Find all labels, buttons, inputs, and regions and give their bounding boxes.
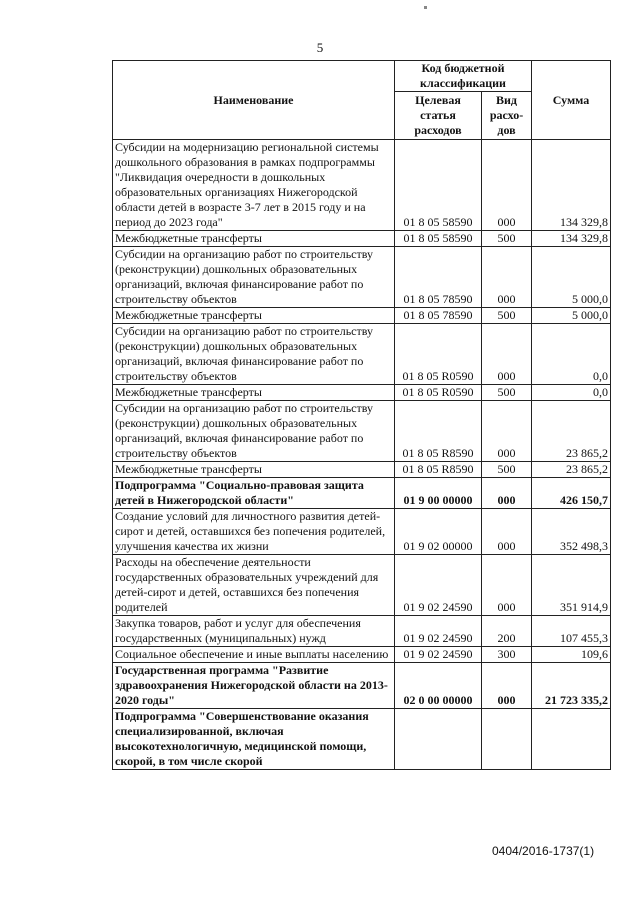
table-row: [113, 616, 611, 647]
row-sum: 107 455,3: [532, 616, 611, 647]
row-sum: 352 498,3: [532, 509, 611, 555]
row-target-code: 01 8 05 R0590: [395, 385, 482, 401]
row-sum: [532, 709, 611, 770]
table-row: [113, 385, 611, 401]
table-body: [113, 140, 611, 770]
table-row: [113, 663, 611, 709]
table-row: [113, 308, 611, 324]
row-expense-type: 000: [482, 401, 532, 462]
row-target-code: 02 0 00 00000: [395, 663, 482, 709]
row-expense-type: 000: [482, 478, 532, 509]
table-row: [113, 478, 611, 509]
row-name: Межбюджетные трансферты: [113, 308, 395, 324]
row-target-code: 01 9 02 24590: [395, 647, 482, 663]
table-row: [113, 555, 611, 616]
table-row: [113, 401, 611, 462]
row-expense-type: 500: [482, 308, 532, 324]
row-name: Межбюджетные трансферты: [113, 462, 395, 478]
row-expense-type: 000: [482, 247, 532, 308]
row-sum: 23 865,2: [532, 401, 611, 462]
row-target-code: 01 8 05 78590: [395, 247, 482, 308]
row-name: Субсидии на организацию работ по строительству (реконструкции) дошкольных образовательных организаций, включая финансирование работ по строительству объектов: [113, 247, 395, 308]
row-name: Государственная программа "Развитие здравоохранения Нижегородской области на 2013-2020 годы": [113, 663, 395, 709]
header-sum: Сумма: [532, 61, 611, 140]
table-row: [113, 247, 611, 308]
table-row: [113, 709, 611, 770]
row-name: Субсидии на организацию работ по строительству (реконструкции) дошкольных образовательных организаций, включая финансирование работ по строительству объектов: [113, 324, 395, 385]
row-expense-type: 500: [482, 462, 532, 478]
row-target-code: 01 9 02 00000: [395, 509, 482, 555]
row-target-code: [395, 709, 482, 770]
row-name: Подпрограмма "Социально-правовая защита детей в Нижегородской области": [113, 478, 395, 509]
row-sum: 426 150,7: [532, 478, 611, 509]
row-expense-type: 000: [482, 140, 532, 231]
row-expense-type: 000: [482, 324, 532, 385]
row-name: Закупка товаров, работ и услуг для обеспечения государственных (муниципальных) нужд: [113, 616, 395, 647]
row-sum: 134 329,8: [532, 231, 611, 247]
row-sum: 5 000,0: [532, 247, 611, 308]
table-row: [113, 140, 611, 231]
row-expense-type: 200: [482, 616, 532, 647]
row-sum: 0,0: [532, 324, 611, 385]
row-name: Межбюджетные трансферты: [113, 385, 395, 401]
page-number: 5: [316, 40, 324, 55]
row-target-code: 01 9 02 24590: [395, 616, 482, 647]
table-row: [113, 462, 611, 478]
row-name: Субсидии на организацию работ по строительству (реконструкции) дошкольных образовательных организаций, включая финансирование работ по строительству объектов: [113, 401, 395, 462]
row-sum: 109,6: [532, 647, 611, 663]
row-target-code: 01 8 05 78590: [395, 308, 482, 324]
row-expense-type: [482, 709, 532, 770]
row-name: Межбюджетные трансферты: [113, 231, 395, 247]
row-name: Подпрограмма "Совершенствование оказания специализированной, включая высокотехнологичную, медицинской помощи, скорой, в том числе скорой: [113, 709, 395, 770]
budget-table: [112, 60, 611, 770]
row-expense-type: 500: [482, 231, 532, 247]
table-row: [113, 231, 611, 247]
row-sum: 134 329,8: [532, 140, 611, 231]
header-budget-code: Код бюджетной классификации: [395, 61, 532, 92]
row-sum: 21 723 335,2: [532, 663, 611, 709]
row-sum: 0,0: [532, 385, 611, 401]
row-target-code: 01 9 02 24590: [395, 555, 482, 616]
row-name: Субсидии на модернизацию региональной системы дошкольного образования в рамках подпрограммы "Ликвидация очередности в дошкольных образовательных организациях Нижегородской области детей в возрасте 3-7 лет в 2015 году и на период до 2023 года": [113, 140, 395, 231]
row-sum: 5 000,0: [532, 308, 611, 324]
header-target: Целевая статья расходов: [395, 92, 482, 140]
row-name: Социальное обеспечение и иные выплаты населению: [113, 647, 395, 663]
scan-mark: [424, 6, 427, 9]
row-expense-type: 300: [482, 647, 532, 663]
document-code: 0404/2016-1737(1): [492, 844, 595, 858]
row-expense-type: 500: [482, 385, 532, 401]
row-sum: 23 865,2: [532, 462, 611, 478]
row-expense-type: 000: [482, 555, 532, 616]
table-row: [113, 324, 611, 385]
row-expense-type: 000: [482, 663, 532, 709]
row-sum: 351 914,9: [532, 555, 611, 616]
row-target-code: 01 8 05 58590: [395, 231, 482, 247]
table-row: [113, 647, 611, 663]
row-target-code: 01 8 05 R0590: [395, 324, 482, 385]
table-row: [113, 509, 611, 555]
header-name: Наименование: [113, 61, 395, 140]
row-target-code: 01 8 05 R8590: [395, 401, 482, 462]
row-target-code: 01 8 05 R8590: [395, 462, 482, 478]
row-target-code: 01 8 05 58590: [395, 140, 482, 231]
row-target-code: 01 9 00 00000: [395, 478, 482, 509]
row-expense-type: 000: [482, 509, 532, 555]
row-name: Создание условий для личностного развития детей-сирот и детей, оставшихся без попечения родителей, улучшения качества их жизни: [113, 509, 395, 555]
header-expense-type: Вид расхо-дов: [482, 92, 532, 140]
row-name: Расходы на обеспечение деятельности государственных образовательных учреждений для детей-сирот и детей, оставшихся без попечения родителей: [113, 555, 395, 616]
